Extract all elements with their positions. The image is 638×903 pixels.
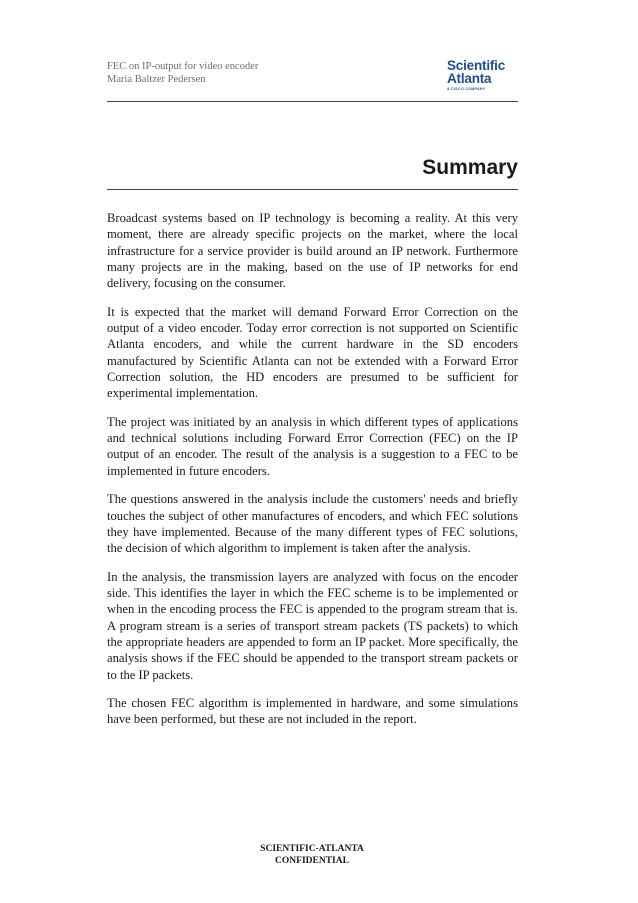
- confidentiality-footer: [212, 843, 412, 867]
- summary-body: [107, 210, 518, 740]
- logo-word-scientific: Scientific: [447, 58, 506, 73]
- running-header: [107, 60, 258, 86]
- page-title: Summary: [422, 156, 518, 179]
- title-divider: [107, 189, 518, 190]
- paragraph-1: Broadcast systems based on IP technology is becoming a reality. At this very moment, there are already specific projects on the market, where the local infrastructure for a service provider is build around an IP network. Furthermore many projects are in the making, based on the use of IP networks for end delivery, focusing on the consumer.: [107, 211, 518, 291]
- header-divider: [107, 101, 518, 102]
- paragraph-2: It is expected that the market will demand Forward Error Correction on the output of a video encoder. Today error correction is not supported on Scientific Atlanta encoders, and while the current hardware in the SD encoders manufactured by Scientific Atlanta can not be extended with a Forward Error Correction solution, the HD encoders are presumed to be sufficient for experimental implementation.: [107, 304, 518, 401]
- logo-tagline: A CISCO COMPANY: [447, 87, 486, 91]
- paragraph-4: The questions answered in the analysis include the customers' needs and briefly touches the subject of other manufactures of encoders, and which FEC solutions they have implemented. Because of the many different types of FEC solutions, the decision of which algorithm to implement is taken after the analysis.: [107, 492, 518, 556]
- footer-company: SCIENTIFIC-ATLANTA: [260, 844, 364, 854]
- paragraph-5: In the analysis, the transmission layers are analyzed with focus on the encoder side. This identifies the layer in which the FEC scheme is to be implemented or when in the encoding process the FEC is appended to the program stream that is. A program stream is a series of transport stream packets (TS packets) to which the appropriate headers are appended to form an IP packet. More specifically, the analysis shows if the FEC should be appended to the transport stream packets or to the IP packets.: [107, 569, 518, 682]
- paragraph-3: The project was initiated by an analysis in which different types of applications and technical solutions including Forward Error Correction (FEC) on the IP output of an encoder. The result of the analysis is a suggestion to a FEC to be implemented in future encoders.: [107, 414, 518, 478]
- logo-word-atlanta: Atlanta: [447, 71, 492, 86]
- paragraph-6: The chosen FEC algorithm is implemented in hardware, and some simulations have been performed, but these are not included in the report.: [107, 695, 518, 727]
- footer-confidential: CONFIDENTIAL: [275, 856, 349, 866]
- header-document-title: FEC on IP-output for video encoder: [107, 61, 259, 72]
- scientific-atlanta-logo: [447, 59, 522, 91]
- header-author: Maria Baltzer Pedersen: [107, 74, 206, 85]
